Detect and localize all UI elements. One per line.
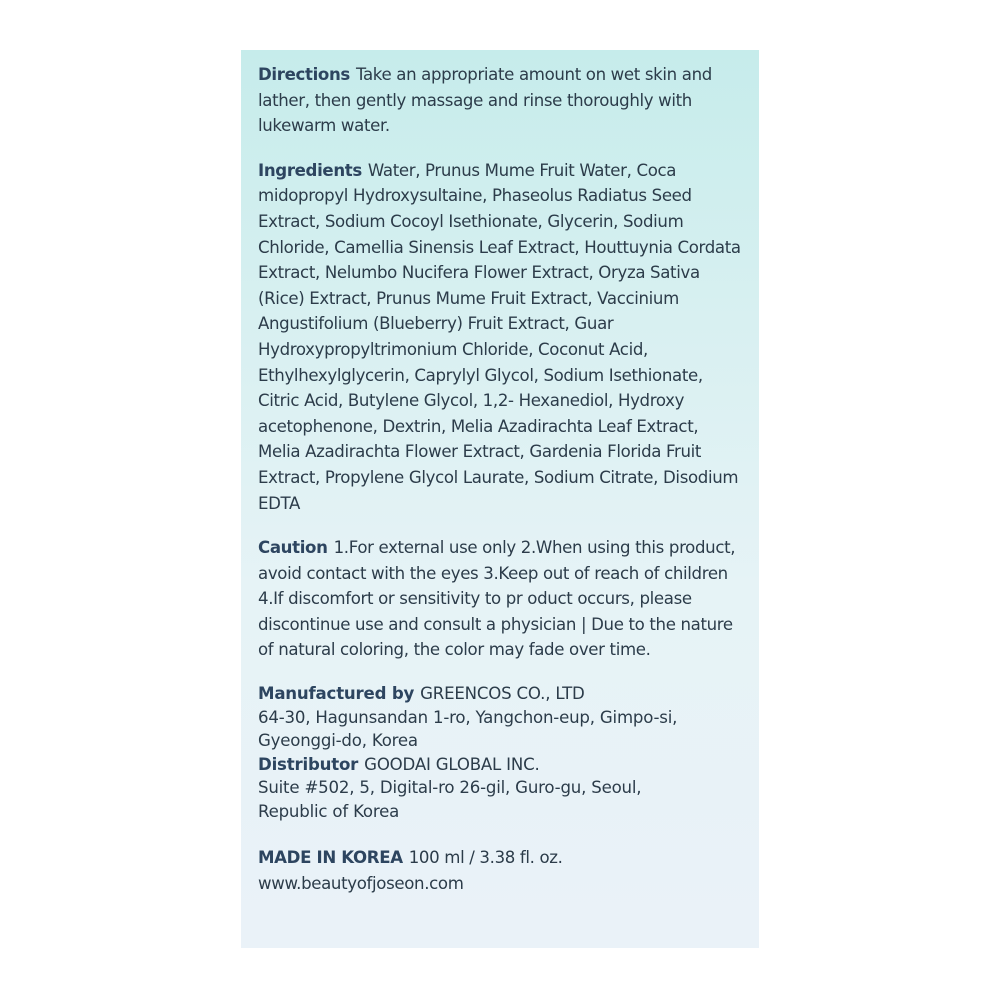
- directions-section: [258, 62, 745, 139]
- origin-heading: MADE IN KOREA: [258, 848, 403, 868]
- caution-section: [258, 535, 745, 663]
- manufacturer-address-line1: 64-30, Hagunsandan 1-ro, Yangchon-eup, Gimpo-si,: [258, 707, 678, 727]
- origin-section: [258, 845, 745, 896]
- website-text: www.beautyofjoseon.com: [258, 873, 464, 893]
- distributor-line: [258, 753, 745, 777]
- manufacturer-name: GREENCOS CO., LTD: [420, 684, 585, 704]
- caution-text: 1.For external use only 2.When using this product, avoid contact with the eyes 3.Keep out of reach of children 4.If discomfort or sensitivity to pr oduct occurs, please discontinue use and consult a physician | Due to the nature of natural coloring, the color may fade over time.: [258, 538, 736, 660]
- caution-heading: Caution: [258, 538, 328, 558]
- company-info-section: [258, 682, 745, 823]
- distributor-address-line2: Republic of Korea: [258, 801, 400, 821]
- ingredients-section: [258, 158, 745, 516]
- origin-line: [258, 845, 745, 871]
- distributor-address-line1: Suite #502, 5, Digital-ro 26-gil, Guro-gu, Seoul,: [258, 778, 642, 798]
- manufacturer-line: [258, 682, 745, 706]
- ingredients-heading: Ingredients: [258, 160, 362, 180]
- directions-heading: Directions: [258, 65, 350, 84]
- manufacturer-heading: Manufactured by: [258, 684, 415, 704]
- volume-text: 100 ml / 3.38 fl. oz.: [408, 848, 563, 868]
- directions-text: Take an appropriate amount on wet skin and lather, then gently massage and rinse thoroughly with lukewarm water.: [258, 65, 712, 136]
- distributor-heading: Distributor: [258, 754, 359, 774]
- ingredients-text: Water, Prunus Mume Fruit Water, Coca midopropyl Hydroxysultaine, Phaseolus Radiatus Seed Extract, Sodium Cocoyl Isethionate, Glycerin, Sodium Chloride, Camellia Sinensis Leaf Extract, Houttuynia Cordata Extract, Nelumbo Nucifera Flower Extract, Oryza Sativa (Rice) Extract, Prunus Mume Fruit Extract, Vaccinium Angustifolium (Blueberry) Fruit Extract, Guar Hydroxypropyltrimonium Chloride, Coconut Acid, Ethylhexylglycerin, Caprylyl Glycol, Sodium Isethionate, Citric Acid, Butylene Glycol, 1,2- Hexanediol, Hydroxy acetophenone, Dextrin, Melia Azadirachta Leaf Extract, Melia Azadirachta Flower Extract, Gardenia Florida Fruit Extract, Propylene Glycol Laurate, Sodium Citrate, Disodium EDTA: [258, 160, 741, 513]
- manufacturer-address-line2: Gyeonggi-do, Korea: [258, 731, 418, 751]
- product-label-panel: [241, 50, 759, 948]
- distributor-name: GOODAI GLOBAL INC.: [364, 754, 540, 774]
